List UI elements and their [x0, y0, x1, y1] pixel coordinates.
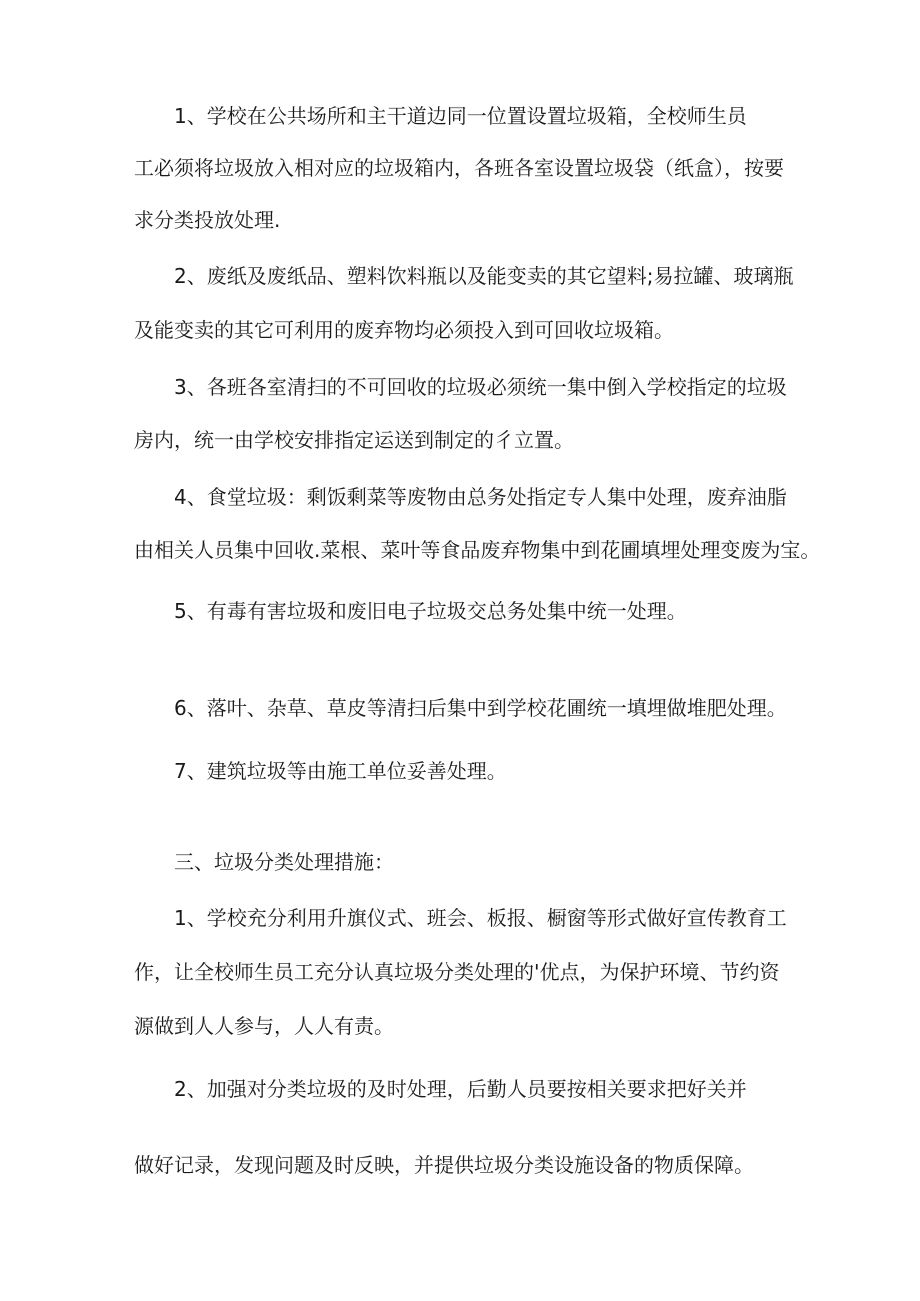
paragraph-3-line-2: 房内，统一由学校安排指定运送到制定的彳立置。: [134, 428, 574, 452]
paragraph-1-line-1: 1、学校在公共场所和主干道边同一位置设置垃圾箱，全校师生员: [174, 104, 747, 128]
paragraph-2-line-2: 及能变卖的其它可利用的废弃物均必须投入到可回收垃圾箱。: [134, 318, 674, 342]
paragraph-5-line-1: 5、有毒有害垃圾和废旧电子垃圾交总务处集中统一处理。: [174, 599, 687, 623]
paragraph-2-line-1: 2、废纸及废纸品、塑料饮料瓶以及能变卖的其它望料;易拉罐、玻璃瓶: [174, 264, 794, 288]
paragraph-4-line-2: 由相关人员集中回收.菜根、菜叶等食品废弃物集中到花圃填埋处理变废为宝。: [134, 538, 821, 562]
paragraph-4-line-1: 4、食堂垃圾：剩饭剩菜等废物由总务处指定专人集中处理，废弃油脂: [174, 485, 787, 509]
paragraph-9-line-2: 做好记录，发现问题及时反映，并提供垃圾分类设施设备的物质保障。: [134, 1153, 754, 1177]
paragraph-9-line-1: 2、加强对分类垃圾的及时处理，后勤人员要按相关要求把好关并: [174, 1077, 747, 1101]
paragraph-1-line-3: 求分类投放处理.: [134, 208, 281, 232]
section-heading: 三、垃圾分类处理措施：: [174, 850, 394, 874]
paragraph-3-line-1: 3、各班各室清扫的不可回收的垃圾必须统一集中倒入学校指定的垃圾: [174, 375, 787, 399]
paragraph-8-line-3: 源做到人人参与，人人有责。: [134, 1014, 394, 1038]
paragraph-6-line-1: 6、落叶、杂草、草皮等清扫后集中到学校花圃统一填埋做堆肥处理。: [174, 696, 787, 720]
paragraph-8-line-2: 作，让全校师生员工充分认真垃圾分类处理的'优点，为保护环境、节约资: [134, 960, 780, 984]
paragraph-1-line-2: 工必须将垃圾放入相对应的垃圾箱内，各班各室设置垃圾袋（纸盒），按要: [134, 156, 784, 180]
paragraph-8-line-1: 1、学校充分利用升旗仪式、班会、板报、橱窗等形式做好宣传教育工: [174, 906, 787, 930]
paragraph-7-line-1: 7、建筑垃圾等由施工单位妥善处理。: [174, 759, 507, 783]
